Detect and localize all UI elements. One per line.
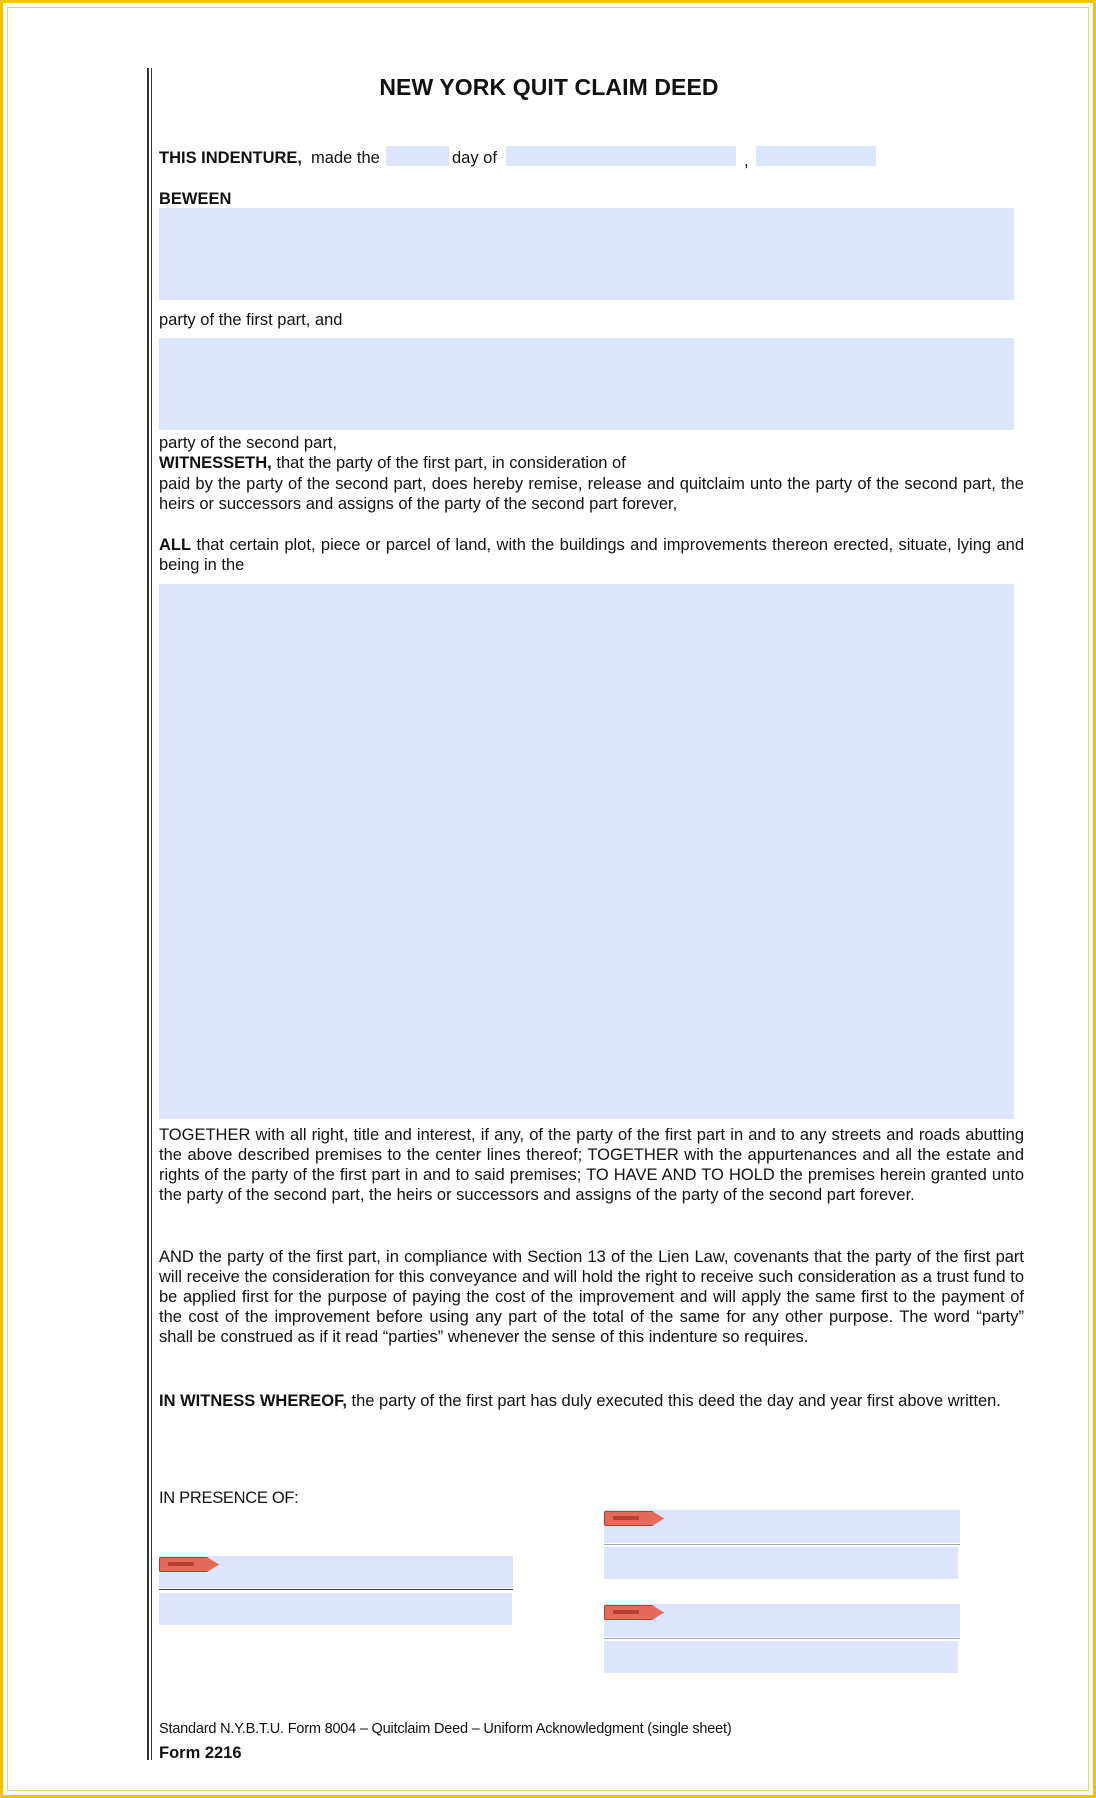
- margin-rule: [147, 68, 149, 1760]
- year-field[interactable]: [756, 146, 876, 166]
- margin-rule-inner: [151, 68, 152, 1760]
- in-witness-paragraph: [159, 1391, 1024, 1411]
- sign-tag-text: [168, 1562, 194, 1566]
- second-party-field[interactable]: [159, 338, 1014, 430]
- sign-here-tag[interactable]: [159, 1557, 219, 1572]
- all-lead: ALL: [159, 536, 192, 554]
- form-number: Form 2216: [159, 1744, 242, 1762]
- witnesseth-line1: that the party of the first part, in consideration of: [276, 454, 626, 472]
- day-field[interactable]: [386, 146, 449, 166]
- grantor-name-field-2[interactable]: [604, 1641, 958, 1673]
- sign-here-tag[interactable]: [604, 1605, 664, 1620]
- first-party-field[interactable]: [159, 208, 1014, 300]
- form-description: Standard N.Y.B.T.U. Form 8004 – Quitclaim Deed – Uniform Acknowledgment (single sheet): [159, 1721, 732, 1737]
- day-of-label: day of: [452, 149, 497, 167]
- grantor-signature-line-1: [604, 1544, 960, 1545]
- party-second-label: party of the second part,: [159, 434, 337, 452]
- witness-signature-line: [159, 1589, 513, 1590]
- grantor-signature-line-2: [604, 1638, 960, 1639]
- document-title: NEW YORK QUIT CLAIM DEED: [379, 74, 719, 100]
- indenture-lead: THIS INDENTURE,: [159, 149, 303, 167]
- sign-tag-text: [613, 1516, 639, 1520]
- month-field[interactable]: [506, 146, 736, 166]
- witnesseth-body: paid by the party of the second part, does hereby remise, release and quitclaim unto the party of the second part, the heirs or successors and assigns of the party of the second part forever,: [159, 475, 1024, 513]
- sign-tag-text: [613, 1610, 639, 1614]
- in-presence-label: IN PRESENCE OF:: [159, 1489, 299, 1507]
- all-paragraph: [159, 535, 1024, 575]
- between-label: BEWEEN: [159, 190, 232, 208]
- sign-here-tag[interactable]: [604, 1511, 664, 1526]
- made-the-label: made the: [311, 149, 380, 167]
- in-witness-text: the party of the first part has duly executed this deed the day and year first above written.: [351, 1392, 1001, 1410]
- grantor-name-field-1[interactable]: [604, 1547, 958, 1579]
- witnesseth-line: [159, 453, 626, 473]
- together-paragraph: TOGETHER with all right, title and interest, if any, of the party of the first part in and to any streets and roads abutting the above described premises to the center lines thereof; TOGETHER with the appurtenances and all the estate and rights of the party of the first part in and to said premises; TO HAVE AND TO HOLD the premises herein granted unto the party of the second part, the heirs or successors and assigns of the party of the second part forever.: [159, 1126, 1024, 1204]
- witnesseth-lead: WITNESSETH,: [159, 454, 272, 472]
- all-text: that certain plot, piece or parcel of land, with the buildings and improvements thereon erected, situate, lying and being in the: [159, 536, 1024, 574]
- witness-name-field[interactable]: [159, 1593, 512, 1625]
- party-first-label: party of the first part, and: [159, 311, 343, 329]
- date-comma: ,: [744, 152, 749, 170]
- lien-law-paragraph: AND the party of the first part, in compliance with Section 13 of the Lien Law, covenants that the party of the first part will receive the consideration for this conveyance and will hold the right to receive such consideration as a trust fund to be applied first for the purpose of paying the cost of the improvement and will apply the same first to the payment of the cost of the improvement before using any part of the total of the same for any other purpose. The word “party” shall be construed as if it read “parties” whenever the sense of this indenture so requires.: [159, 1248, 1024, 1346]
- property-description-field[interactable]: [159, 584, 1014, 1119]
- in-witness-lead: IN WITNESS WHEREOF,: [159, 1392, 347, 1410]
